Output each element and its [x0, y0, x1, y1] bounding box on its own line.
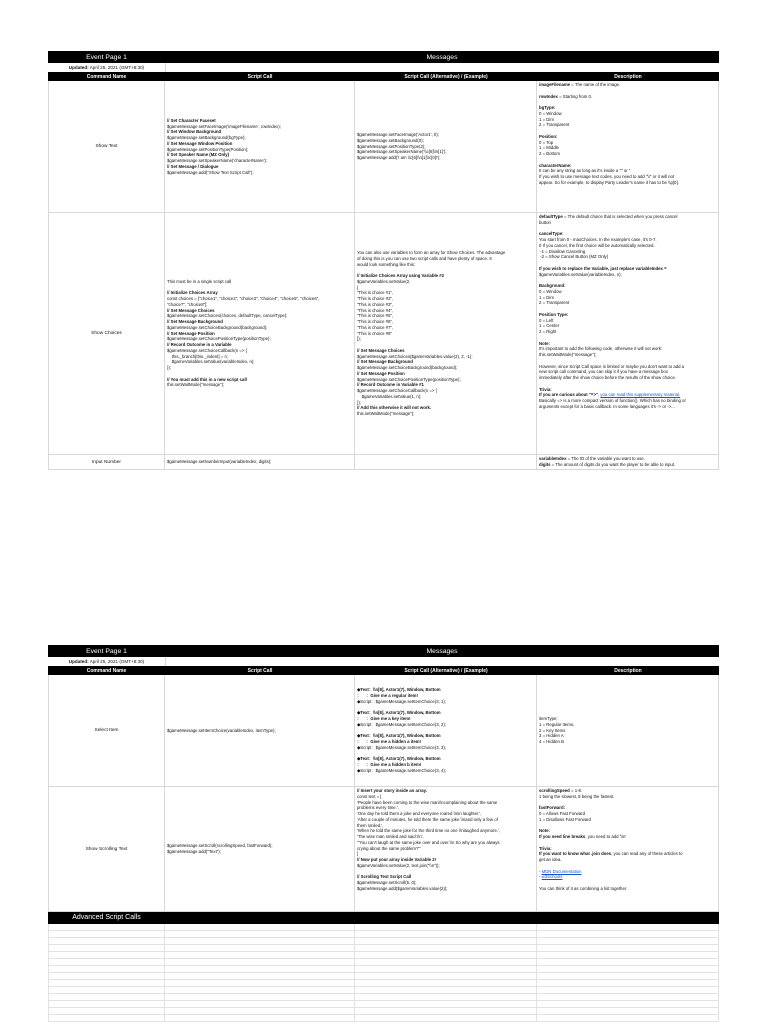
text-line: $gameMessage.setChoiceCallback(n => {: [167, 347, 248, 353]
text-line: $gameMessage.setChoices($gameVariables.value(2), 2, -1);: [357, 353, 473, 359]
sheet-page-1: [48, 51, 719, 471]
text-line: // Record Outcome in Variable #1: [357, 382, 424, 388]
empty-grid-cell: [537, 931, 719, 937]
text-line: button: [539, 219, 551, 225]
empty-grid-cell: [48, 959, 165, 965]
event-page-title: Event Page 1: [86, 53, 127, 61]
text-line: $gameMessage.add($gameVariables.value(2));: [357, 885, 448, 891]
text-line: Basically => is a more compact version of function(). Which has no binding or: [539, 398, 686, 403]
empty-grid-cell: [537, 1008, 719, 1014]
empty-grid-cell: [48, 952, 165, 958]
text-line: It can be any string as long as it's inside a "" or '': [539, 168, 631, 174]
empty-grid-row: [48, 1015, 719, 1022]
empty-grid-cell: [355, 973, 537, 979]
empty-grid-row: [48, 938, 719, 945]
empty-grid-cell: [165, 1001, 355, 1007]
event-page-title: Event Page 1: [86, 647, 127, 655]
command-name: Input Number: [48, 455, 165, 470]
text-line: $gameMessage.setChoices(choices, defaultType, cancelType);: [167, 313, 288, 319]
text-line: // Set Message Choices: [357, 347, 405, 353]
text-line: 1 = Middle: [539, 145, 559, 151]
empty-grid-cell: [355, 987, 537, 993]
description-cell: [537, 787, 719, 912]
text-line: const text = [: [357, 793, 382, 799]
empty-grid-cell: [355, 952, 537, 958]
text-line: "This is choice #1",: [357, 290, 394, 296]
text-line: 'When he told the same joke for the third time no one \\nlaughed anymore.',: [357, 828, 501, 834]
description-cell: [537, 455, 719, 470]
command-name: Show Text: [48, 81, 165, 213]
text-line: If you need line breaks, you need to add '\\n': [539, 834, 627, 839]
empty-grid-cell: [48, 938, 165, 944]
text-line: - MDN Documentation: [539, 868, 582, 874]
col-description: Description: [614, 73, 642, 80]
text-line: 3 = Hidden A: [539, 733, 564, 739]
script-call-cell: [165, 675, 355, 787]
text-line: $gameVariables.setValue(variableIndex, n);: [167, 359, 255, 365]
empty-grid-cell: [355, 1008, 537, 1014]
text-line: 0 = Top: [539, 139, 554, 145]
empty-grid-cell: [48, 1001, 165, 1007]
empty-grid-cell: [537, 973, 719, 979]
text-line: $gameMessage.setPositionType(2);: [357, 143, 426, 149]
text-line: 1 = Disallows Fast Forward: [539, 816, 591, 822]
empty-grid-cell: [165, 973, 355, 979]
col-script-call-alt: Script Call (Alternative) / (Example): [404, 667, 488, 674]
text-line: // Initialize Choices Array: [167, 290, 218, 296]
empty-grid-row: [48, 952, 719, 959]
doc-link[interactable]: you can read this supplementary material.: [600, 392, 681, 398]
empty-grid-cell: [537, 945, 719, 951]
text-line: $gameMessage.setFaceImage('imageFilename', rowIndex);: [167, 123, 281, 129]
text-line: If you are curious about "=>", you can read this supplementary material.: [539, 392, 681, 398]
text-line: $gameMessage.setChoiceCallback(n => {: [357, 388, 438, 394]
empty-grid-cell: [355, 959, 537, 965]
script-alt-cell: [355, 455, 537, 470]
text-line: this._branch[this._indent] = n;: [167, 353, 229, 359]
text-line: 0 = Left: [539, 317, 554, 323]
empty-grid-cell: [48, 987, 165, 993]
empty-grid-cell: [165, 945, 355, 951]
text-line: Note:: [539, 340, 550, 346]
text-line: "This is choice #6",: [357, 319, 394, 325]
col-script-call: Script Call: [247, 667, 273, 674]
text-line: immediately after the show choice before the results of the show choice.: [539, 375, 677, 380]
text-line: // Set Message Background: [167, 319, 223, 325]
text-line: const choices = ["choice1", "choice2", "choice3", "choice4", "choice5", "choice6",: [167, 296, 320, 302]
col-script-call-alt: Script Call (Alternative) / (Example): [404, 73, 488, 80]
text-line: $gameVariables.setValue(2,: [357, 278, 411, 284]
command-name: Select Item: [48, 675, 165, 787]
text-line: rowIndex = Starting from 0.: [539, 93, 593, 99]
empty-grid-row: [48, 945, 719, 952]
empty-grid-cell: [355, 1015, 537, 1021]
text-line: Background:: [539, 283, 566, 288]
text-line: 1 = Dim: [539, 294, 554, 300]
text-line: ◆Script：$gameMessage.setItemChoice(3, 3);: [357, 744, 447, 750]
col-description: Description: [614, 667, 642, 674]
updated-date: April 25, 2021 (GMT+8:30): [89, 65, 145, 70]
text-line: bgType:: [539, 105, 556, 110]
text-line: $gameMessage.setScroll(scrollingSpeed, fastForward);: [167, 843, 273, 849]
script-alt-cell: [355, 81, 537, 213]
text-line: ◆Text：\\n[8], Actor1(7), Window, Bottom: [357, 710, 441, 716]
text-line: 0 = Window: [539, 110, 562, 116]
text-line: // Set Message Background: [357, 359, 413, 365]
text-line: $gameMessage.setBackground(0);: [357, 137, 424, 143]
text-line: this.setWaitMode("message");: [167, 382, 225, 388]
empty-grid-cell: [537, 980, 719, 986]
empty-grid-cell: [48, 973, 165, 979]
text-line: ]: [357, 851, 359, 857]
text-line: 0 = Window: [539, 288, 562, 294]
text-line: $gameMessage.add('I am \\c[6]\\n[1]\\c[0]!');: [357, 155, 441, 161]
text-line: $gameMessage.setBackground(bgType);: [167, 135, 246, 140]
text-line: $gameMessage.add("Show Text Script Call");: [167, 169, 254, 175]
text-line: -2 = Show Cancel Button (MZ Only): [539, 254, 609, 260]
section-title: Messages: [426, 53, 458, 61]
empty-grid-row: [48, 1008, 719, 1015]
text-line: // Set Message Choices: [167, 307, 215, 313]
empty-grid-cell: [48, 1008, 165, 1014]
text-line: 4 = Hidden B: [539, 739, 564, 745]
empty-grid: [48, 924, 719, 1024]
text-line: });: [357, 399, 362, 405]
text-line: 2 = Key Items: [539, 727, 566, 733]
empty-grid-row: [48, 1001, 719, 1008]
table-row: [48, 787, 719, 912]
column-header-row: [48, 72, 719, 81]
col-script-call: Script Call: [247, 73, 273, 80]
text-line: It's important to add the following code, otherwise it will not work:: [539, 346, 663, 352]
text-line: Trivia:: [539, 386, 552, 392]
text-line: this.setWaitMode("message");: [357, 411, 415, 417]
text-line: ◆Text：\\n[8], Actor1(7), Window, Bottom: [357, 733, 441, 739]
description-cell: [537, 213, 719, 455]
empty-grid-cell: [537, 924, 719, 930]
empty-grid-cell: [165, 1008, 355, 1014]
empty-grid-cell: [537, 987, 719, 993]
text-line: problems every time.',: [357, 805, 399, 811]
text-line: ： ：Give me a key item!: [357, 716, 411, 722]
empty-grid-cell: [165, 980, 355, 986]
script-alt-cell: [355, 675, 537, 787]
empty-grid-row: [48, 973, 719, 980]
text-line: arguments except for a basic callback. In some languages it's -> or ->...: [539, 403, 675, 409]
empty-grid-cell: [48, 1015, 165, 1021]
text-line: $gameMessage.setSpeakerName('\\c[6]\\n[1]');: [357, 149, 447, 155]
empty-grid-cell: [165, 987, 355, 993]
text-line: $gameMessage.add("Text");: [167, 849, 221, 854]
text-line: You can also use variables to form an array for Show Choices. The advantage: [357, 250, 506, 256]
text-line: 'The wise man smiled and said:\\n',: [357, 834, 424, 839]
col-command-name: Command Name: [86, 73, 127, 80]
text-line: 0 If you cancel, the first choice will be automatically selected.: [539, 242, 655, 248]
empty-grid-row: [48, 959, 719, 966]
empty-grid-row: [48, 966, 719, 973]
table-row: [48, 455, 719, 470]
empty-grid-cell: [537, 938, 719, 944]
text-line: 1 = Dim: [539, 116, 554, 122]
text-line: "choice7", "choice8"];: [167, 301, 208, 307]
empty-grid-cell: [355, 938, 537, 944]
text-line: would look something like this:: [357, 261, 416, 267]
empty-grid-cell: [48, 924, 165, 930]
text-line: $gameMessage.setFaceImage('Actor1', 0);: [357, 132, 439, 138]
text-line: 1 = Center: [539, 323, 560, 329]
empty-grid-cell: [48, 945, 165, 951]
text-line: // Set Message / Dialogue: [167, 163, 219, 169]
empty-grid-cell: [48, 994, 165, 1000]
empty-grid-cell: [165, 931, 355, 937]
table-row: [48, 675, 719, 787]
empty-grid-cell: [537, 959, 719, 965]
text-line: Position Type:: [539, 311, 569, 317]
text-line: 1 being the slowest, 8 being the fastest.: [539, 793, 615, 799]
empty-grid-cell: [355, 931, 537, 937]
doc-link[interactable]: w3Schools: [541, 874, 563, 880]
advanced-section-header: [48, 912, 719, 924]
text-line: appear. So for example, to display Party Leader's name it has to be \\p[0].: [539, 179, 679, 185]
text-line: $gameMessage.setChoicePositionType(positionType);: [357, 376, 461, 382]
text-line: // Scrolling Text Script Call: [357, 874, 412, 880]
empty-grid-row: [48, 994, 719, 1001]
empty-grid-cell: [165, 994, 355, 1000]
text-line: ： ：Give me a regular item!: [357, 693, 418, 699]
text-line: Note:: [539, 828, 550, 834]
text-line: $gameMessage.setPositionType(Position);: [167, 146, 249, 152]
text-line: However, since Script Call space is limited or maybe you don't want to add a: [539, 363, 685, 369]
text-line: $gameVariables.setValue(1, n);: [357, 393, 422, 399]
text-line: imageFilename = The name of the image.: [539, 82, 621, 87]
text-line: // Initialize Choices Array using Variable #2: [357, 273, 445, 279]
text-line: "This is choice #2",: [357, 296, 394, 302]
text-line: If you wish to replace the Variable, just replace variableIndex =: [539, 265, 667, 271]
text-line: ： ：Give me a hidden b item!: [357, 762, 422, 768]
empty-grid-cell: [165, 1015, 355, 1021]
section-title: Messages: [426, 647, 458, 655]
updated-date: April 25, 2021 (GMT+8:30): [89, 659, 145, 664]
updated-row: [48, 63, 719, 72]
text-line: // You must add this in a new script call: [167, 376, 247, 382]
empty-grid-row: [48, 924, 719, 931]
empty-grid-cell: [165, 924, 355, 930]
text-line: "This is choice #4",: [357, 307, 394, 313]
text-line: });: [167, 365, 172, 371]
script-alt-cell: [355, 787, 537, 912]
text-line: defaultType = The default choice that is selected when you press cancel: [539, 214, 678, 219]
text-line: ： ：Give me a hidden a item!: [357, 739, 421, 745]
text-line: scrollingSpeed = 1-8.: [539, 788, 583, 793]
text-line: $gameMessage.setSpeakerName('characterName');: [167, 158, 268, 163]
empty-grid-cell: [537, 994, 719, 1000]
updated-label: Updated:: [68, 659, 89, 664]
table-row: [48, 81, 719, 213]
sheet-title-bar: [48, 51, 719, 63]
text-line: $gameMessage.setNumberInput(variableIndex, digits);: [167, 459, 272, 465]
text-line: new script call command, you can skip it if you have a message box: [539, 369, 668, 375]
script-call-cell: [165, 455, 355, 470]
empty-grid-cell: [537, 966, 719, 972]
text-line: // Now put your array inside Variable 2!: [357, 857, 437, 862]
text-line: 'One day he told them a joke and everyone roared \\nin laughter.',: [357, 811, 482, 816]
empty-grid-cell: [355, 980, 537, 986]
empty-grid-cell: [537, 952, 719, 958]
empty-grid-cell: [165, 959, 355, 965]
updated-label: Updated:: [68, 65, 89, 70]
text-line: 'After a couple of minutes, he told them the same joke \\nand only a few of: [357, 816, 498, 822]
col-command-name: Command Name: [86, 667, 127, 674]
text-line: get an idea.: [539, 857, 562, 862]
updated-row: [48, 657, 719, 666]
empty-grid-cell: [355, 945, 537, 951]
text-line: // Record Outcome in a Variable: [167, 342, 232, 348]
text-line: You can think of it as combining a list together.: [539, 885, 628, 891]
text-line: $gameMessage.setChoiceBackground(background);: [357, 365, 458, 371]
script-call-cell: [165, 787, 355, 912]
text-line: Position:: [539, 133, 558, 139]
empty-grid-row: [48, 980, 719, 987]
text-line: You start from 0 - maxChoices. In the example's case, it's 0-7.: [539, 237, 657, 242]
text-line: ]);: [357, 336, 361, 342]
empty-grid-cell: [355, 924, 537, 930]
text-line: 2 = Transparent: [539, 122, 570, 128]
text-line: // Set Message Position: [167, 330, 215, 336]
text-line: Trivia:: [539, 845, 552, 851]
text-line: digits = The amount of digits do you want the player to be able to input.: [539, 462, 676, 467]
text-line: $gameMessage.setChoiceBackground(background);: [167, 324, 268, 330]
empty-grid-cell: [537, 1001, 719, 1007]
text-line: $gameVariables.setValue(2, text.join("\\n"));: [357, 862, 440, 868]
sheet-title-bar: [48, 645, 719, 657]
text-line: [: [357, 284, 359, 290]
text-line: '"You can't laugh at the same joke over and over.\\n So why are you always: [357, 839, 500, 845]
text-line: ◆Script：$gameMessage.setItemChoice(3, 1);: [357, 698, 447, 704]
text-line: // Set Message Window Position: [167, 140, 233, 146]
text-line: this.setWaitMode("message");: [539, 352, 597, 357]
text-line: 2 = Right: [539, 329, 557, 334]
script-call-cell: [165, 81, 355, 213]
empty-grid-cell: [165, 952, 355, 958]
empty-grid-cell: [355, 1001, 537, 1007]
text-line: "This is choice #5",: [357, 313, 394, 319]
text-line: $gameMessage.setChoicePositionType(positionType);: [167, 336, 271, 342]
table-row: [48, 213, 719, 455]
text-line: // Set Window Background: [167, 129, 222, 135]
advanced-section-title: Advanced Script Calls: [72, 914, 141, 921]
text-line: - w3Schools: [539, 874, 563, 880]
text-line: -1 = Disallow Canceling: [539, 248, 586, 254]
empty-grid-cell: [165, 966, 355, 972]
text-line: "This is choice #8": [357, 330, 393, 336]
text-line: "This is choice #7",: [357, 324, 394, 330]
text-line: them smiled.',: [357, 822, 384, 828]
text-line: ◆Text：\\n[8], Actor1(7), Window, Bottom: [357, 687, 441, 693]
empty-grid-cell: [165, 938, 355, 944]
text-line: 1 = Regular Items,: [539, 721, 575, 727]
description-cell: [537, 81, 719, 213]
text-line: $gameVariables.setValue(variableIndex, n);: [539, 271, 622, 277]
text-line: "This is choice #3",: [357, 301, 394, 307]
text-line: This must be in a single script call: [167, 278, 232, 284]
empty-grid-cell: [48, 980, 165, 986]
text-line: $gameMessage.setScroll(5, 0);: [357, 880, 417, 885]
text-line: ◆Text：\\n[8], Actor1(7), Window, Bottom: [357, 756, 441, 762]
empty-grid-cell: [48, 931, 165, 937]
empty-grid-cell: [355, 994, 537, 1000]
empty-grid-cell: [537, 1015, 719, 1021]
text-line: 'People have been coming to the wise man\\ncomplaining about the same: [357, 799, 498, 805]
text-line: ◆Script：$gameMessage.setItemChoice(3, 2);: [357, 721, 447, 727]
text-line: variableIndex = The ID of the variable you want to use.: [539, 456, 645, 462]
text-line: // Set Character Faceset: [167, 117, 216, 123]
text-line: // Add this otherwise it will not work.: [357, 405, 432, 411]
script-alt-cell: [355, 213, 537, 455]
text-line: // Insert your story inside an array.: [357, 788, 427, 793]
text-line: // Set Message Position: [357, 370, 405, 376]
doc-link[interactable]: MDN Documentation: [541, 868, 582, 874]
command-name: Show Scrolling Text: [48, 787, 165, 912]
column-header-row: [48, 666, 719, 675]
text-line: itemType:: [539, 716, 558, 722]
text-line: crying about the same problem?"': [357, 845, 421, 851]
empty-grid-cell: [48, 966, 165, 972]
script-call-cell: [165, 213, 355, 455]
text-line: fastForward:: [539, 805, 566, 811]
text-line: ◆Script：$gameMessage.setItemChoice(3, 4);: [357, 767, 447, 773]
text-line: characterName:: [539, 162, 572, 168]
text-line: // Set Speaker Name (MZ Only): [167, 152, 230, 158]
text-line: If you want to know what .join does, you can read any of these articles to: [539, 851, 683, 857]
empty-grid-row: [48, 931, 719, 938]
text-line: $gameMessage.setItemChoice(variableIndex, itemType);: [167, 727, 276, 733]
sheet-page-2: [48, 645, 719, 1024]
description-cell: [537, 675, 719, 787]
empty-grid-cell: [355, 966, 537, 972]
empty-grid-row: [48, 987, 719, 994]
text-line: cancelType:: [539, 231, 564, 237]
command-name: Show Choices: [48, 213, 165, 455]
text-line: 0 = Allows Fast Forward: [539, 811, 585, 816]
text-line: 2 = Transparent: [539, 300, 570, 306]
text-line: 2 = Bottom: [539, 151, 560, 156]
text-line: of doing this is you can use two script calls and have plenty of space. It: [357, 255, 492, 261]
text-line: If you wish to use message text codes, you need to add "\\" or it will not: [539, 174, 675, 179]
